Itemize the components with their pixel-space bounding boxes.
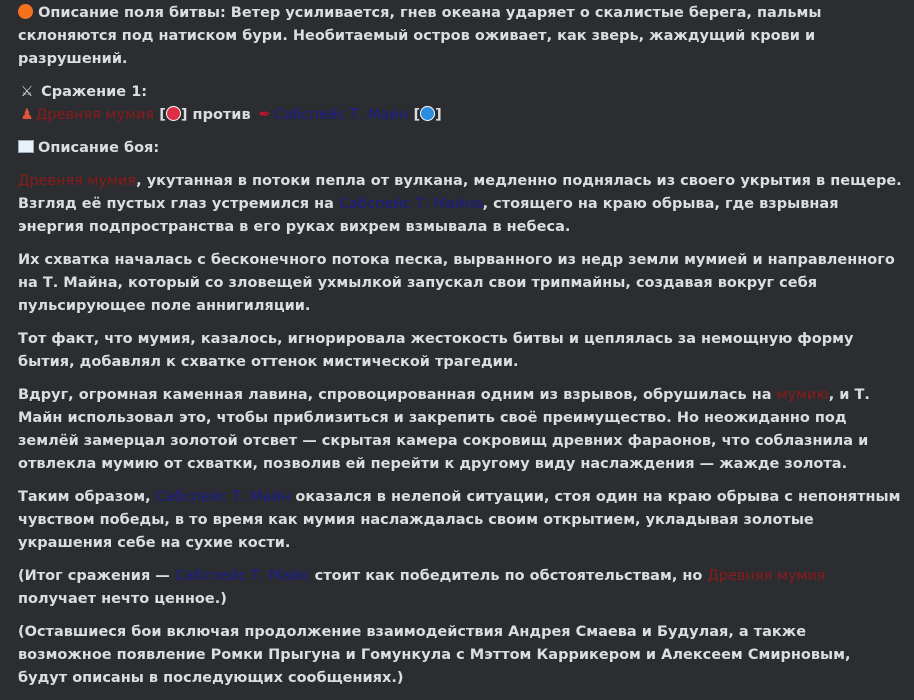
fighter-1-name: Древняя мумия [36, 107, 155, 123]
subspace-mention: Сабспейс Т. Майн [174, 568, 310, 584]
paragraph-4 [18, 384, 904, 476]
text-segment: , и Т. Майн использовал это, чтобы приблизиться и закрепить своё преимущество. Но неожиданно под землёй замерцал золотой отсвет — скрытая камера сокровищ древних фараонов, что соблазнила и отвлекла мумию от схватки, позволив ей перейти к другому виду наслаждения — жажде золота. [18, 387, 870, 472]
mummy-mention: мумию [776, 387, 829, 403]
text-segment: (Итог сражения — [18, 568, 175, 584]
red-circle-icon [166, 106, 181, 121]
battlefield-description [18, 2, 904, 71]
paragraph-5 [18, 486, 904, 555]
subspace-mention: Сабспейс Т. Майн [155, 489, 291, 505]
fight-description-header [18, 137, 904, 160]
text-segment: стоит как победитель по обстоятельствам, но [309, 568, 708, 584]
mummy-mention: Древняя мумия [707, 568, 826, 584]
text-segment: , укутанная в потоки пепла от вулкана, медленно поднялась из своего укрытия в пещере. Взгляд её пустых глаз устремился на [18, 173, 902, 212]
mage-icon: ♟ [20, 107, 34, 123]
fight-description-label: Описание боя: [38, 140, 160, 156]
paragraph-6 [18, 565, 904, 611]
paragraph-3: Тот факт, что мумия, казалось, игнорировала жестокость битвы и цеплялась за немощную форму бытия, добавлял к схватке оттенок мистической трагедии. [18, 331, 854, 370]
text-segment: Таким образом, [18, 489, 156, 505]
battlefield-text: Ветер усиливается, гнев океана ударяет о скалистые берега, пальмы склоняются под натиском бури. Необитаемый остров оживает, как зверь, жаждущий крови и разрушений. [18, 5, 822, 67]
orange-circle-icon [18, 4, 33, 19]
fighter-2-name: Сабспейс Т. Майн [273, 107, 409, 123]
battle-header: ⚔ Сражение 1: ♟ Древняя мумия [ ] против ✒ Сабспейс Т. Майн [ ] [18, 81, 904, 127]
battlefield-label: Описание поля битвы: [38, 5, 226, 21]
paragraph-7: (Оставшиеся бои включая продолжение взаимодействия Андрея Смаева и Будулая, а также возможное появление Ромки Прыгуна и Гомункула с Мэттом Каррикером и Алексеем Смирновым, будут описаны в последующих сообщениях.) [18, 624, 851, 686]
book-icon [18, 140, 34, 153]
text-segment: оказался в нелепой ситуации, стоя один на краю обрыва с непонятным чувством победы, в то время как мумия наслаждалась своим открытием, укладывая золотые украшения себе на сухие кости. [18, 489, 901, 551]
text-segment: получает нечто ценное.) [18, 591, 227, 607]
blue-circle-icon [420, 106, 435, 121]
vs-text: против [192, 107, 251, 123]
mummy-mention: Древняя мумия [18, 173, 137, 189]
syringe-icon: ✒ [258, 107, 271, 123]
message-content [18, 2, 904, 700]
paragraph-2: Их схватка началась с бесконечного потока песка, вырванного из недр земли мумией и направленного на Т. Майна, который со зловещей ухмылкой запускал свои трипмайны, создавая вокруг себя пульсирующее поле аннигиляции. [18, 252, 895, 314]
text-segment: , стоящего на краю обрыва, где взрывная энергия подпространства в его руках вихрем взмывала в небеса. [18, 196, 839, 235]
subspace-mention: Сабспейс Т. Майна [339, 196, 483, 212]
crossed-swords-icon: ⚔ [20, 84, 34, 100]
paragraph-1 [18, 170, 904, 239]
battle-title: Сражение 1: [41, 84, 148, 100]
text-segment: Вдруг, огромная каменная лавина, спровоцированная одним из взрывов, обрушилась на [18, 387, 777, 403]
